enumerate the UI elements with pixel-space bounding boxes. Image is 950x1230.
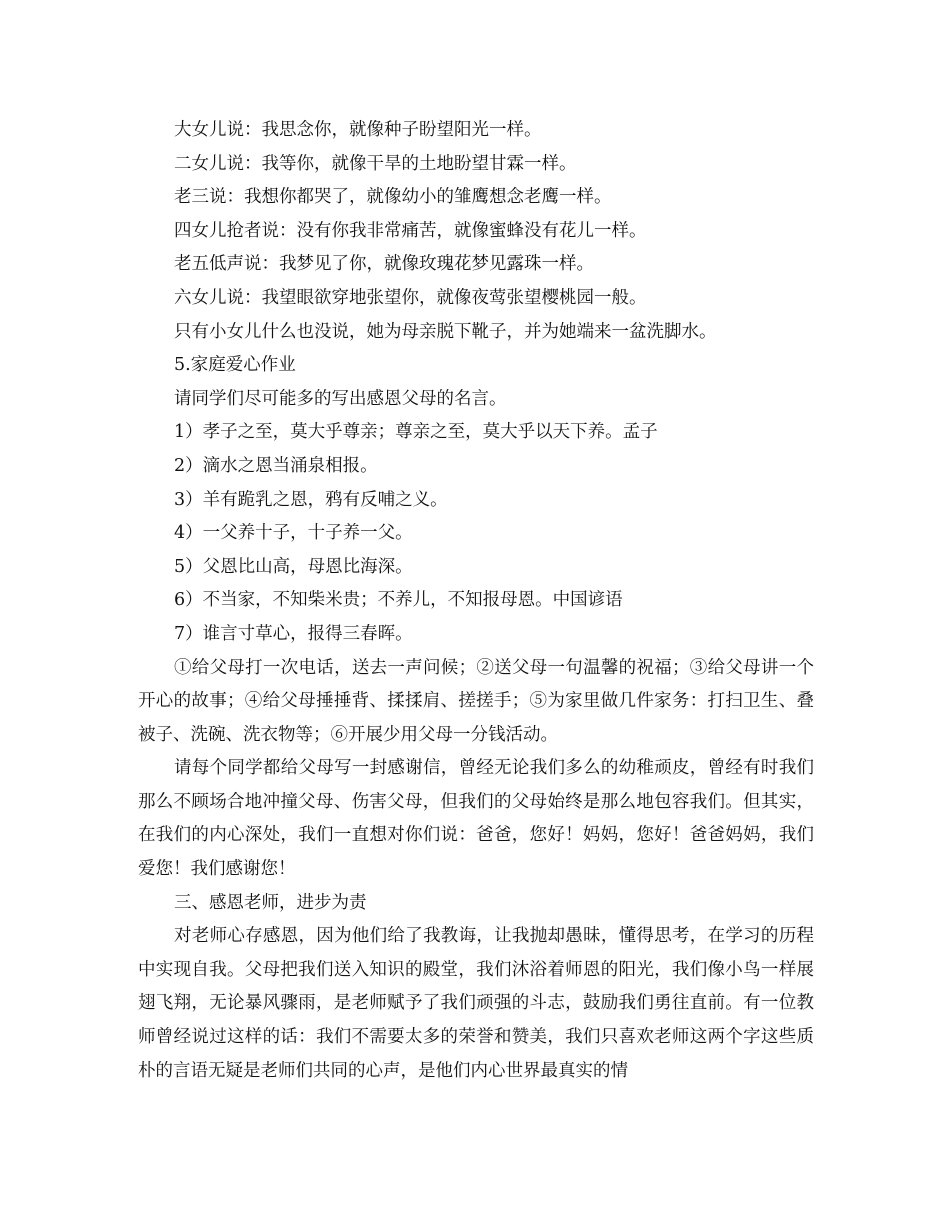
tasks-paragraph: ①给父母打一次电话，送去一声问候；②送父母一句温馨的祝福；③给父母讲一个开心的故事；④给父母捶捶背、揉揉肩、搓搓手；⑤为家里做几件家务：打扫卫生、叠被子、洗碗、洗衣物等；⑥开展少用父母一分钱活动。 [138, 657, 814, 745]
text-line: 只有小女儿什么也没说，她为母亲脱下靴子，并为她端来一盆洗脚水。 [174, 321, 717, 342]
text-line: 四女儿抢者说：没有你我非常痛苦，就像蜜蜂没有花儿一样。 [174, 220, 647, 241]
text-line: 请同学们尽可能多的写出感恩父母的名言。 [174, 388, 507, 409]
document-page [138, 114, 814, 1088]
teachers-paragraph: 对老师心存感恩，因为他们给了我教诲，让我抛却愚昧，懂得思考，在学习的历程中实现自我。父母把我们送入知识的殿堂，我们沐浴着师恩的阳光，我们像小鸟一样展翅飞翔，无论暴风骤雨，是老师赋予了我们顽强的斗志，鼓励我们勇往直前。有一位教师曾经说过这样的话：我们不需要太多的荣誉和赞美，我们只喜欢老师这两个字这些质朴的言语无疑是老师们共同的心声，是他们内心世界最真实的情 [138, 926, 814, 1081]
quote-item: 2）滴水之恩当涌泉相报。 [174, 455, 378, 476]
quote-item: 6）不当家，不知柴米贵；不养儿，不知报母恩。中国谚语 [174, 590, 623, 611]
letter-paragraph: 请每个同学都给父母写一封感谢信，曾经无论我们多么的幼稚顽皮，曾经有时我们那么不顾场合地冲撞父母、伤害父母，但我们的父母始终是那么地包容我们。但其实，在我们的内心深处，我们一直想对你们说：爸爸，您好！妈妈，您好！爸爸妈妈，我们爱您！我们感谢您！ [138, 758, 814, 880]
quote-item: 1）孝子之至，莫大乎尊亲；尊亲之至，莫大乎以天下养。孟子 [174, 422, 658, 443]
quote-item: 7）谁言寸草心，报得三春晖。 [174, 623, 413, 644]
quote-item: 5）父恩比山高，母恩比海深。 [174, 556, 413, 577]
subsection-heading: 5.家庭爱心作业 [174, 355, 296, 376]
quote-item: 4）一父养十子，十子养一父。 [174, 523, 413, 544]
section-heading: 三、感恩老师，进步为责 [174, 892, 367, 913]
text-line: 老五低声说：我梦见了你，就像玫瑰花梦见露珠一样。 [174, 254, 594, 275]
text-line: 老三说：我想你都哭了，就像幼小的雏鹰想念老鹰一样。 [174, 187, 612, 208]
text-line: 大女儿说：我思念你，就像种子盼望阳光一样。 [174, 120, 542, 140]
quote-item: 3）羊有跪乳之恩，鸦有反哺之义。 [174, 489, 448, 510]
text-line: 六女儿说：我望眼欲穿地张望你，就像夜莺张望樱桃园一般。 [174, 287, 647, 308]
text-line: 二女儿说：我等你，就像干旱的土地盼望甘霖一样。 [174, 153, 577, 174]
